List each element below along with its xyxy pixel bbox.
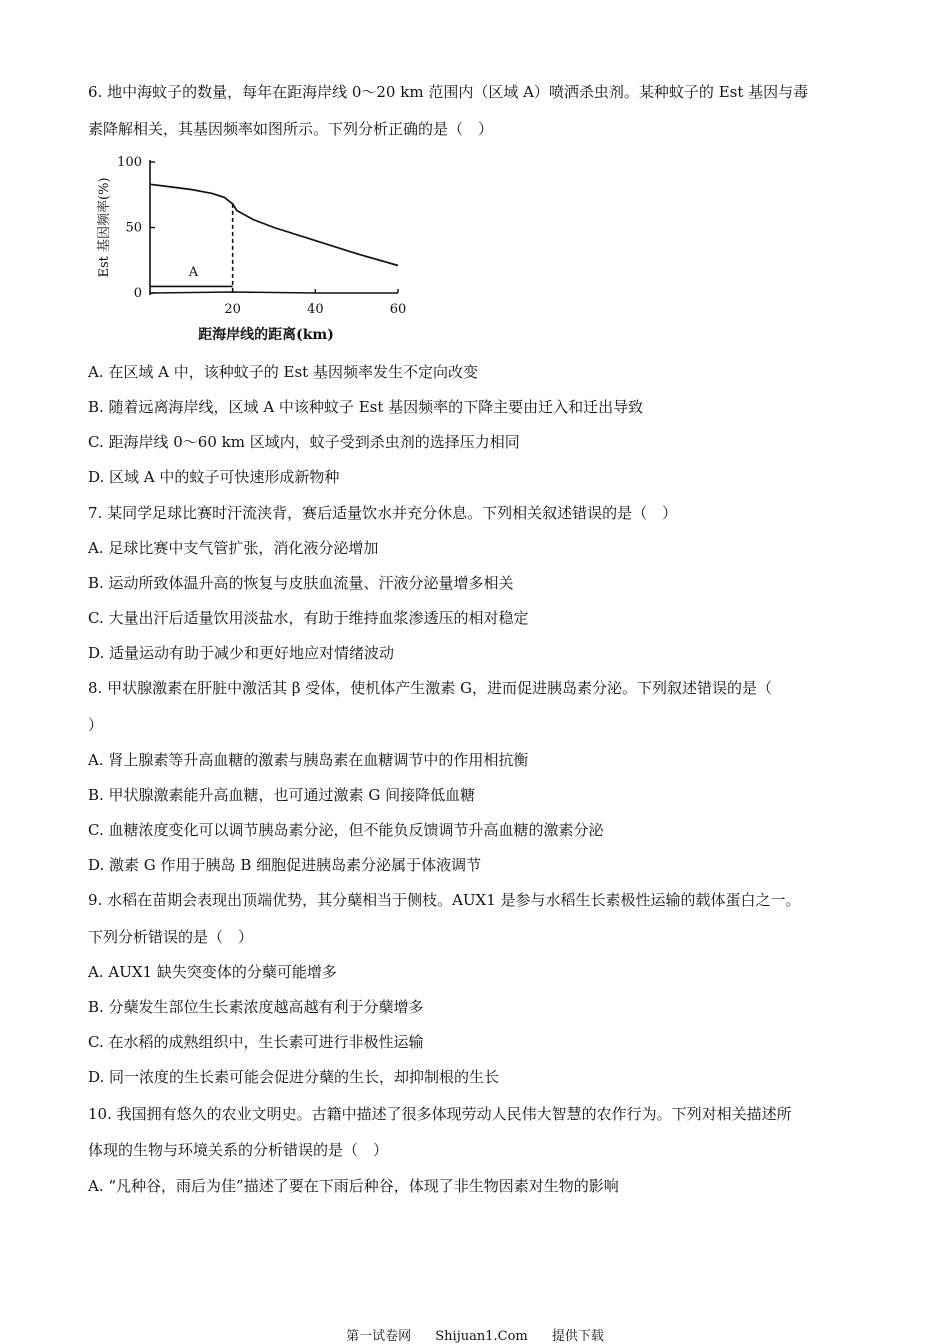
q10-option-a: A. “凡种谷，雨后为佳”描述了要在下雨后种谷，体现了非生物因素对生物的影响 — [88, 1177, 619, 1195]
q7-stem: 7. 某同学足球比赛时汗流浃背，赛后适量饮水并充分休息。下列相关叙述错误的是（ ） — [88, 504, 678, 522]
q7-option-a: A. 足球比赛中支气管扩张，消化液分泌增加 — [88, 539, 379, 557]
q9-stem-line1: 9. 水稻在苗期会表现出顶端优势，其分蘖相当于侧枝。AUX1 是参与水稻生长素极性运输的载体蛋白之一。 — [88, 891, 801, 909]
q9-option-d: D. 同一浓度的生长素可能会促进分蘖的生长，却抑制根的生长 — [88, 1068, 500, 1086]
q6-stem-line1: 6. 地中海蚊子的数量，每年在距海岸线 0～20 km 范围内（区域 A）喷洒杀虫剂。某种蚊子的 Est 基因与毒 — [88, 83, 809, 101]
x-tick-label: 40 — [307, 302, 324, 317]
q10-stem-line1: 10. 我国拥有悠久的农业文明史。古籍中描述了很多体现劳动人民伟大智慧的农作行为。下列对相关描述所 — [88, 1105, 792, 1123]
y-tick-label: 50 — [125, 220, 142, 236]
region-a-label: A — [188, 264, 199, 280]
x-tick-label: 60 — [389, 302, 407, 317]
q6-option-c: C. 距海岸线 0～60 km 区域内，蚊子受到杀虫剂的选择压力相同 — [88, 433, 520, 451]
q9-option-c: C. 在水稻的成熟组织中，生长素可进行非极性运输 — [88, 1033, 424, 1051]
q8-option-b: B. 甲状腺激素能升高血糖，也可通过激素 G 间接降低血糖 — [88, 786, 476, 804]
q6-option-b: B. 随着远离海岸线，区域 A 中该种蚊子 Est 基因频率的下降主要由迁入和迁出导致 — [88, 398, 644, 416]
q9-option-b: B. 分蘖发生部位生长素浓度越高越有利于分蘖增多 — [88, 998, 424, 1016]
y-tick-label: 100 — [117, 155, 142, 170]
q8-option-d: D. 激素 G 作用于胰岛 B 细胞促进胰岛素分泌属于体液调节 — [88, 856, 482, 874]
q6-option-a: A. 在区域 A 中，该种蚊子的 Est 基因频率发生不定向改变 — [88, 363, 478, 381]
x-tick-label: 20 — [224, 302, 241, 317]
y-tick-label: 0 — [133, 286, 142, 301]
est-gene-frequency-chart — [92, 150, 422, 350]
x-axis — [150, 292, 398, 293]
footer-site: 第一试卷网 — [346, 1329, 412, 1344]
q6-stem-line2: 素降解相关，其基因频率如图所示。下列分析正确的是（ ） — [88, 120, 494, 138]
q8-stem-line2: ） — [88, 716, 104, 734]
q9-stem-line2: 下列分析错误的是（ ） — [88, 928, 254, 946]
footer-note: 提供下载 — [551, 1329, 604, 1344]
q7-option-c: C. 大量出汗后适量饮用淡盐水，有助于维持血浆渗透压的相对稳定 — [88, 609, 529, 627]
est-frequency-line — [150, 184, 398, 265]
x-axis-label: 距海岸线的距离(km) — [198, 327, 334, 343]
q6-option-d: D. 区域 A 中的蚊子可快速形成新物种 — [88, 468, 340, 486]
q8-stem-line1: 8. 甲状腺激素在肝脏中激活其 β 受体，使机体产生激素 G，进而促进胰岛素分泌。下列叙述错误的是（ — [88, 679, 773, 697]
footer-url[interactable]: Shijuan1.Com — [435, 1329, 528, 1344]
q8-option-a: A. 肾上腺素等升高血糖的激素与胰岛素在血糖调节中的作用相抗衡 — [88, 751, 529, 769]
y-axis-label: Est 基因频率(%) — [97, 177, 112, 278]
q8-option-c: C. 血糖浓度变化可以调节胰岛素分泌，但不能负反馈调节升高血糖的激素分泌 — [88, 821, 604, 839]
page-footer — [0, 1325, 950, 1344]
chart-svg — [92, 150, 422, 350]
q9-option-a: A. AUX1 缺失突变体的分蘖可能增多 — [88, 963, 337, 981]
q10-stem-line2: 体现的生物与环境关系的分析错误的是（ ） — [88, 1141, 389, 1159]
q7-option-d: D. 适量运动有助于减少和更好地应对情绪波动 — [88, 644, 395, 662]
q7-option-b: B. 运动所致体温升高的恢复与皮肤血流量、汗液分泌量增多相关 — [88, 574, 514, 592]
